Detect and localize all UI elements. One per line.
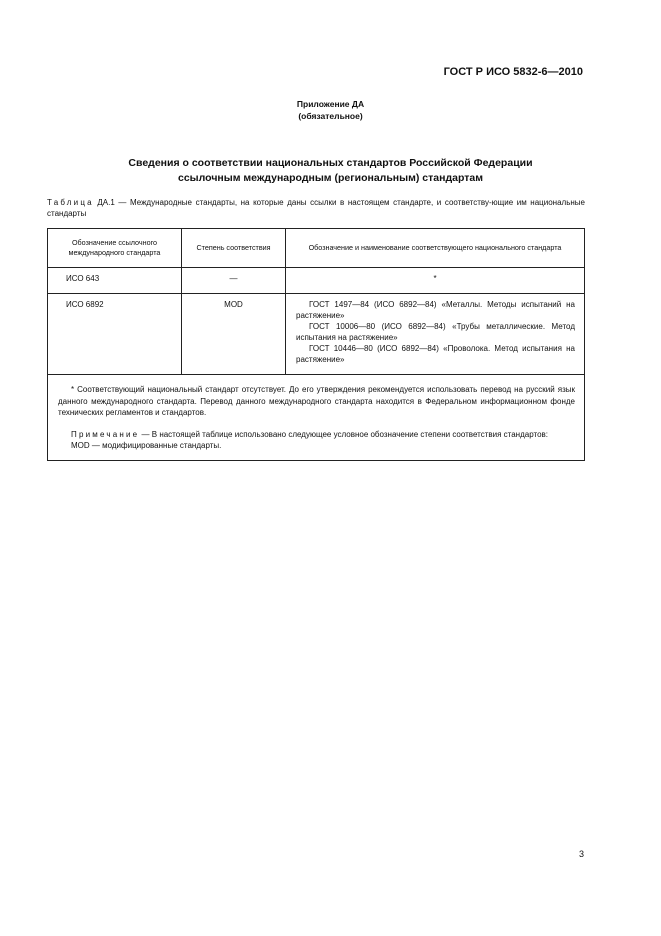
row-degree: — bbox=[182, 268, 286, 294]
header-designation: Обозначение ссылочного международного стандарта bbox=[48, 229, 182, 268]
note-text: — В настоящей таблице использовано следующее условное обозначение степени соответствия стандартов: bbox=[139, 429, 548, 439]
row-national: * bbox=[286, 268, 585, 294]
header-degree: Степень соответствия bbox=[182, 229, 286, 268]
document-code: ГОСТ Р ИСО 5832-6—2010 bbox=[443, 66, 583, 78]
row-designation: ИСО 643 bbox=[48, 268, 182, 294]
table-notes-row bbox=[48, 375, 585, 461]
table-row bbox=[48, 268, 585, 294]
page-number: 3 bbox=[578, 849, 584, 859]
standards-table bbox=[47, 228, 585, 461]
appendix-heading bbox=[0, 98, 661, 122]
header-national: Обозначение и наименование соответствующего национального стандарта bbox=[286, 229, 585, 268]
row-national bbox=[286, 294, 585, 375]
national-standard-entry: ГОСТ 1497—84 (ИСО 6892—84) «Металлы. Методы испытаний на растяжение» bbox=[296, 300, 575, 320]
table-notes bbox=[48, 375, 585, 461]
appendix-status: (обязательное) bbox=[298, 111, 363, 121]
table-caption bbox=[47, 197, 585, 219]
table-header-row bbox=[48, 229, 585, 268]
note-label: Примечание bbox=[71, 429, 140, 439]
national-standard-entry: ГОСТ 10446—80 (ИСО 6892—84) «Проволока. Метод испытания на растяжение» bbox=[296, 344, 575, 364]
row-degree: MOD bbox=[182, 294, 286, 375]
note-mod-definition: MOD — модифицированные стандарты. bbox=[71, 441, 222, 450]
national-standard-entry: ГОСТ 10006—80 (ИСО 6892—84) «Трубы металлические. Метод испытания на растяжение» bbox=[296, 322, 575, 342]
table-caption-text: ДА.1 — Международные стандарты, на которые даны ссылки в настоящем стандарте, и соответству-ющие им национальные стандарты bbox=[47, 198, 585, 218]
note bbox=[58, 429, 575, 441]
row-designation: ИСО 6892 bbox=[48, 294, 182, 375]
section-title-line-2: ссылочным международным (региональным) стандартам bbox=[178, 172, 483, 184]
section-title-line-1: Сведения о соответствии национальных стандартов Российской Федерации bbox=[128, 157, 533, 169]
section-title bbox=[40, 156, 621, 186]
table-row bbox=[48, 294, 585, 375]
footnote: * Соответствующий национальный стандарт отсутствует. До его утверждения рекомендуется использовать перевод на русский язык данного международного стандарта. Перевод данного международного стандарта находится в Федеральном информационном фонде технических регламентов и стандартов. bbox=[58, 385, 575, 417]
appendix-title: Приложение ДА bbox=[296, 99, 365, 109]
table-caption-label: Таблица bbox=[47, 198, 94, 207]
